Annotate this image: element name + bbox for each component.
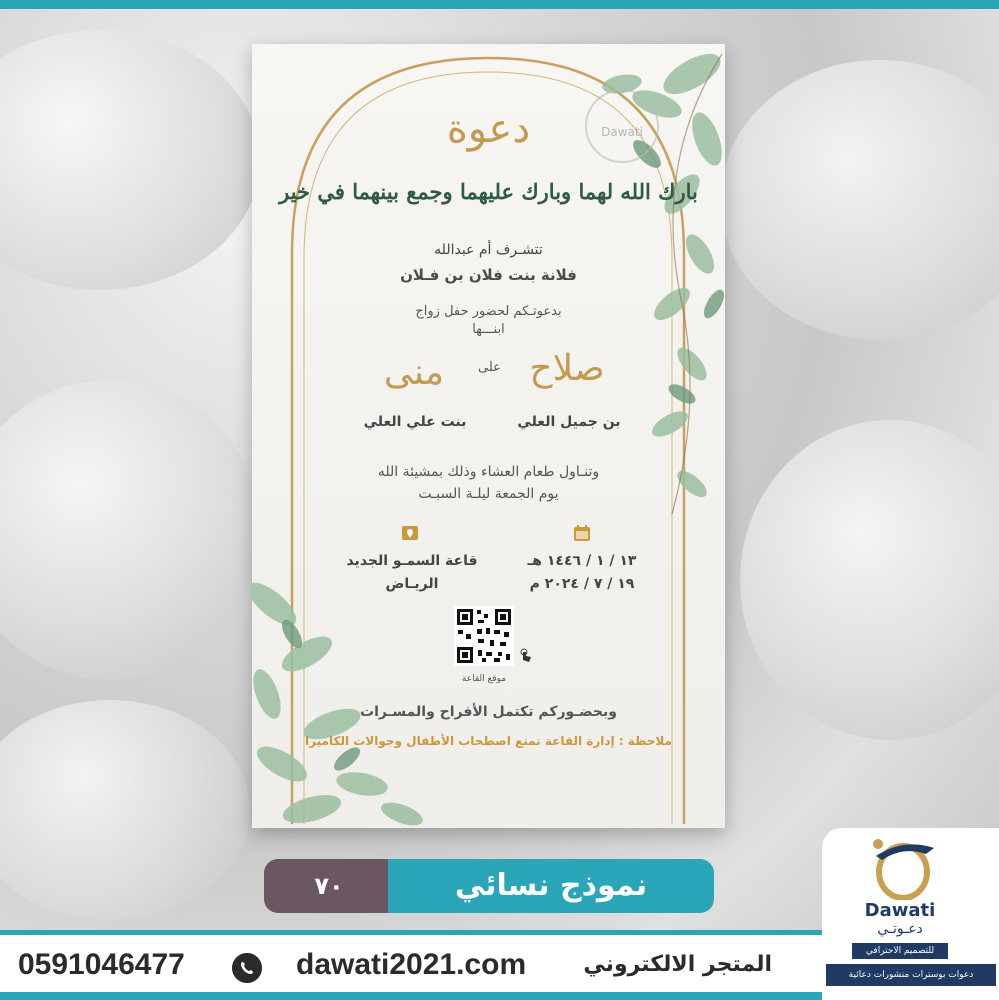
invitation-title: دعوة xyxy=(446,106,531,152)
groom-parent: بن جميل العلي xyxy=(517,414,621,430)
host-name: فلانة بنت فلان بن فـلان xyxy=(400,266,577,284)
closing-line: وبحضـوركم تكتمل الأفراح والمسـرات xyxy=(360,704,617,720)
background-petal xyxy=(0,700,250,920)
background-petal xyxy=(0,380,260,680)
venue-qr-code[interactable] xyxy=(454,606,514,666)
logo-tagline: للتصميم الاحترافي xyxy=(852,943,948,959)
invitation-card xyxy=(252,44,725,828)
website-url[interactable]: dawati2021.com xyxy=(296,948,527,981)
phone-number[interactable]: 0591046477 xyxy=(18,948,185,981)
date-hijri: ١٣ / ١ / ١٤٤٦ هـ xyxy=(527,553,637,569)
date-gregorian: ١٩ / ٧ / ٢٠٢٤ م xyxy=(529,576,635,592)
background-petal xyxy=(0,30,260,290)
invite-line-1: بدعوتـكم لحضور حفل زواج xyxy=(415,304,562,319)
svg-text:Dawati: Dawati xyxy=(601,125,643,139)
bride-parent: بنت علي العلي xyxy=(363,414,467,430)
qr-label: موقع القاعة xyxy=(461,674,507,684)
tap-hand-icon xyxy=(518,648,534,664)
blessing-verse: بارك الله لهما وبارك عليهما وجمع بينهما في خير xyxy=(279,179,698,204)
invite-line-2: ابنـــها xyxy=(472,322,505,337)
map-location-icon xyxy=(401,524,419,542)
background-petal xyxy=(720,60,999,340)
host-line: تتشـرف أم عبدالله xyxy=(434,242,543,258)
logo-emblem-icon xyxy=(868,834,938,900)
groom-name: صلاح xyxy=(529,348,605,389)
dinner-line-2: يوم الجمعة ليلـة السبـت xyxy=(418,486,559,502)
logo-footer-text: دعوات بوسترات منشورات دعائية xyxy=(826,964,996,986)
background-petal xyxy=(740,420,999,740)
logo-brand-latin: Dawati xyxy=(864,900,936,921)
venue-city: الريـاض xyxy=(385,576,439,592)
connector-word: على xyxy=(478,360,501,375)
design-number: ٧٠ xyxy=(314,872,344,900)
dinner-line-1: وتنـاول طعام العشاء وذلك بمشيئة الله xyxy=(377,464,600,480)
design-category-label: نموذج نسائي xyxy=(454,868,648,903)
venue-name: قاعة السمـو الجديد xyxy=(346,553,478,569)
top-accent-bar xyxy=(0,0,999,9)
note-line: ملاحظة : إدارة القاعة تمنع اصطحاب الأطفال وجوالات الكاميرا xyxy=(305,734,672,748)
calendar-icon xyxy=(573,524,591,542)
whatsapp-icon[interactable] xyxy=(232,953,262,983)
bride-name: منى xyxy=(383,352,445,393)
logo-brand-arabic: دعـوتـي xyxy=(877,921,923,937)
store-label: المتجر الالكتروني xyxy=(583,952,772,977)
bottom-accent-bar xyxy=(0,992,822,1000)
